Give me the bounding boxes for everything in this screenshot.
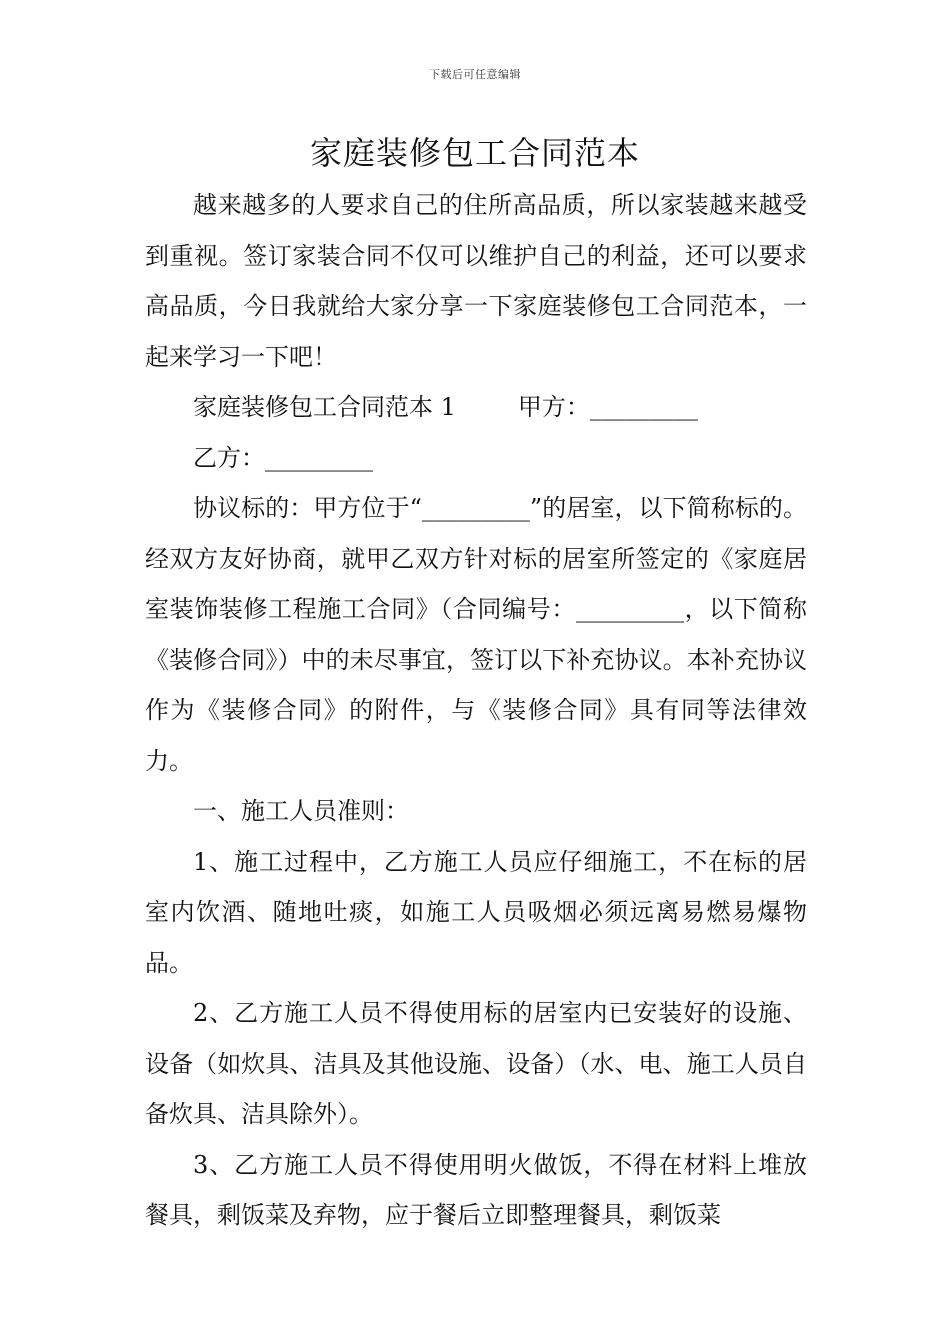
document-title: 家庭装修包工合同范本 [309,134,640,172]
intro-paragraph: 越来越多的人要求自己的住所高品质，所以家装越来越受到重视。签订家装合同不仅可以维护自己的利益，还可以要求高品质，今日我就给大家分享一下家庭装修包工合同范本，一起来学习一下吧！ [145,191,807,371]
header-note: 下载后可任意编辑 [429,68,521,81]
rule-3-paragraph: 3、乙方施工人员不得使用明火做饭，不得在材料上堆放餐具，剩饭菜及弃物，应于餐后立即整理餐具，剩饭菜 [145,1150,807,1229]
contract-heading-line [145,382,807,433]
party-b: 乙方：_________ [193,443,373,472]
section-one-heading: 一、施工人员准则： [193,797,409,825]
rule-2-paragraph: 2、乙方施工人员不得使用标的居室内已安装好的设施、设备（如炊具、洁具及其他设施、设备）（水、电、施工人员自备炊具、洁具除外）。 [145,999,807,1128]
document-body [145,180,807,1241]
rule-1-paragraph: 1、施工过程中，乙方施工人员应仔细施工，不在标的居室内饮酒、随地吐痰，如施工人员吸烟必须远离易燃易爆物品。 [145,847,807,977]
party-a: 甲方：_________ [517,393,698,421]
contract-heading: 家庭装修包工合同范本 1 [193,393,456,421]
agreement-subject-paragraph: 协议标的：甲方位于“_________”的居室，以下简称标的。经双方友好协商，就甲乙双方针对标的居室所签定的《家庭居室装饰装修工程施工合同》（合同编号：_________，以下简称《装修合同》）中的未尽事宜，签订以下补充协议。本补充协议作为《装修合同》的附件，与《装修合同》具有同等法律效力。 [145,494,807,775]
